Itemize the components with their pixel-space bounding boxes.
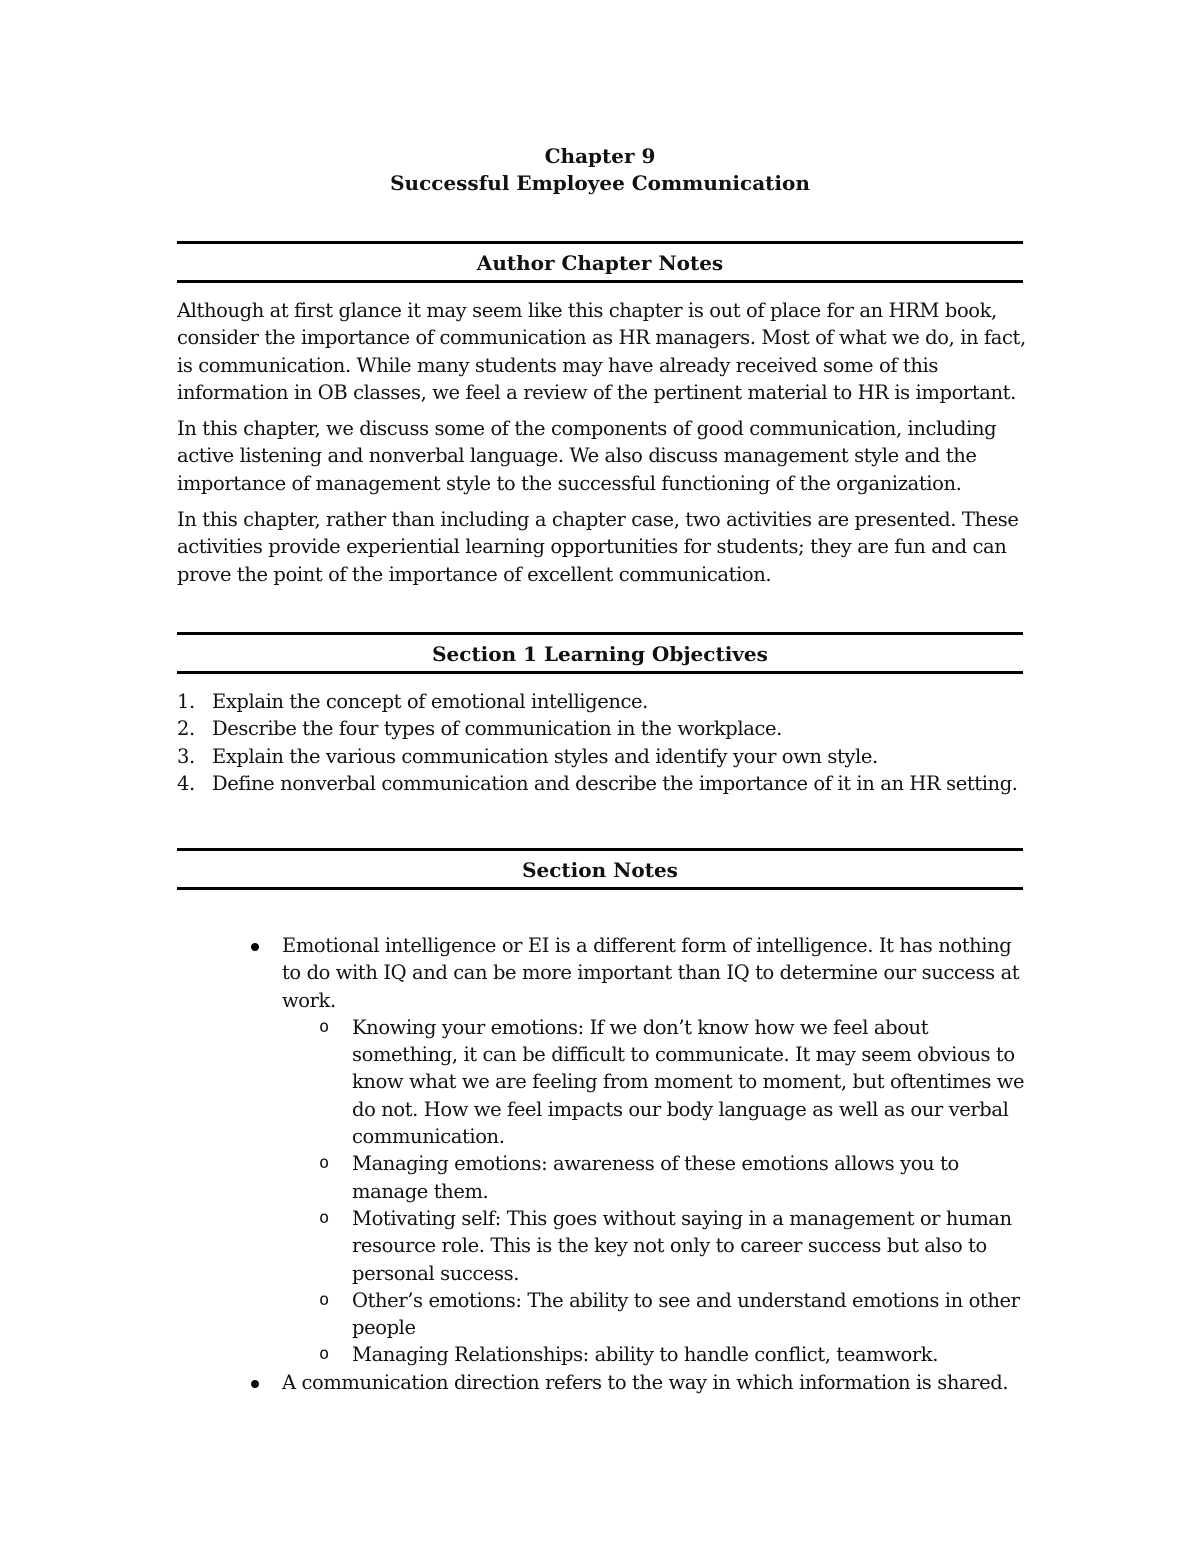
author-notes-paragraph: In this chapter, rather than including a chapter case, two activities are presented. These activities provide experiential learning opportunities for students; they are fun and can prove the point of the importance of excellent communication. bbox=[177, 508, 1019, 586]
objective-number: 1. bbox=[177, 690, 195, 713]
circle-bullet-icon: o bbox=[319, 1016, 329, 1037]
notes-sub-text: Motivating self: This goes without saying in a management or human resource role. This is the key not only to career success but also to personal success. bbox=[352, 1206, 1012, 1285]
notes-bullet-text: A communication direction refers to the way in which information is shared. bbox=[282, 1370, 1009, 1394]
objective-number: 2. bbox=[177, 717, 195, 741]
circle-bullet-icon: o bbox=[319, 1289, 329, 1310]
objective-item bbox=[177, 688, 1027, 715]
learning-objectives-list bbox=[177, 688, 1027, 797]
notes-sub-text: Other’s emotions: The ability to see and understand emotions in other people bbox=[352, 1288, 1020, 1340]
objective-item bbox=[177, 715, 1027, 742]
author-notes-paragraph: Although at first glance it may seem like this chapter is out of place for an HRM book, consider the importance of communication as HR managers. Most of what we do, in fact, is communication. While many students may have already received some of this information in OB classes, we feel a review of the pertinent material to HR is important. bbox=[177, 299, 1026, 404]
objective-item bbox=[177, 743, 1027, 770]
learning-objectives-heading: Section 1 Learning Objectives bbox=[177, 632, 1023, 674]
notes-sub-item bbox=[282, 1150, 1035, 1205]
notes-sub-item bbox=[282, 1014, 1035, 1150]
bullet-icon bbox=[251, 943, 259, 951]
notes-bullet-item bbox=[245, 932, 1035, 1369]
author-notes-heading: Author Chapter Notes bbox=[177, 241, 1023, 283]
chapter-title: Successful Employee Communication bbox=[390, 171, 810, 195]
objective-text: Explain the concept of emotional intelligence. bbox=[212, 690, 648, 713]
author-notes-body bbox=[177, 297, 1027, 597]
bullet-icon bbox=[251, 1380, 259, 1388]
title-block bbox=[0, 143, 1200, 197]
notes-sub-list bbox=[282, 1014, 1035, 1369]
chapter-number: Chapter 9 bbox=[544, 144, 656, 168]
notes-sub-item bbox=[282, 1287, 1035, 1342]
author-notes-paragraph: In this chapter, we discuss some of the components of good communication, including active listening and nonverbal language. We also discuss management style and the importance of management style to the successful functioning of the organization. bbox=[177, 417, 997, 495]
objective-text: Define nonverbal communication and describe the importance of it in an HR setting. bbox=[212, 771, 1018, 795]
circle-bullet-icon: o bbox=[319, 1344, 329, 1365]
notes-sub-text: Managing emotions: awareness of these emotions allows you to manage them. bbox=[352, 1152, 959, 1203]
objective-number: 4. bbox=[177, 771, 195, 795]
circle-bullet-icon: o bbox=[319, 1153, 329, 1174]
notes-sub-item bbox=[282, 1341, 1035, 1368]
circle-bullet-icon: o bbox=[319, 1207, 329, 1228]
notes-bullet-item bbox=[245, 1369, 1035, 1396]
notes-sub-text: Knowing your emotions: If we don’t know how we feel about something, it can be difficult to communicate. It may seem obvious to know what we are feeling from moment to moment, but oftentimes we do not. How we feel impacts our body language as well as our verbal communication. bbox=[352, 1015, 1025, 1149]
objective-text: Explain the various communication styles and identify your own style. bbox=[212, 744, 878, 768]
section-notes-list bbox=[245, 932, 1035, 1396]
notes-sub-item bbox=[282, 1205, 1035, 1287]
objective-text: Describe the four types of communication in the workplace. bbox=[212, 717, 782, 741]
notes-sub-text: Managing Relationships: ability to handle conflict, teamwork. bbox=[352, 1343, 939, 1367]
objective-number: 3. bbox=[177, 744, 195, 768]
objective-item bbox=[177, 770, 1027, 797]
notes-bullet-text: Emotional intelligence or EI is a different form of intelligence. It has nothing to do with IQ and can be more important than IQ to determine our success at work. bbox=[282, 934, 1020, 1012]
section-notes-heading: Section Notes bbox=[177, 848, 1023, 890]
